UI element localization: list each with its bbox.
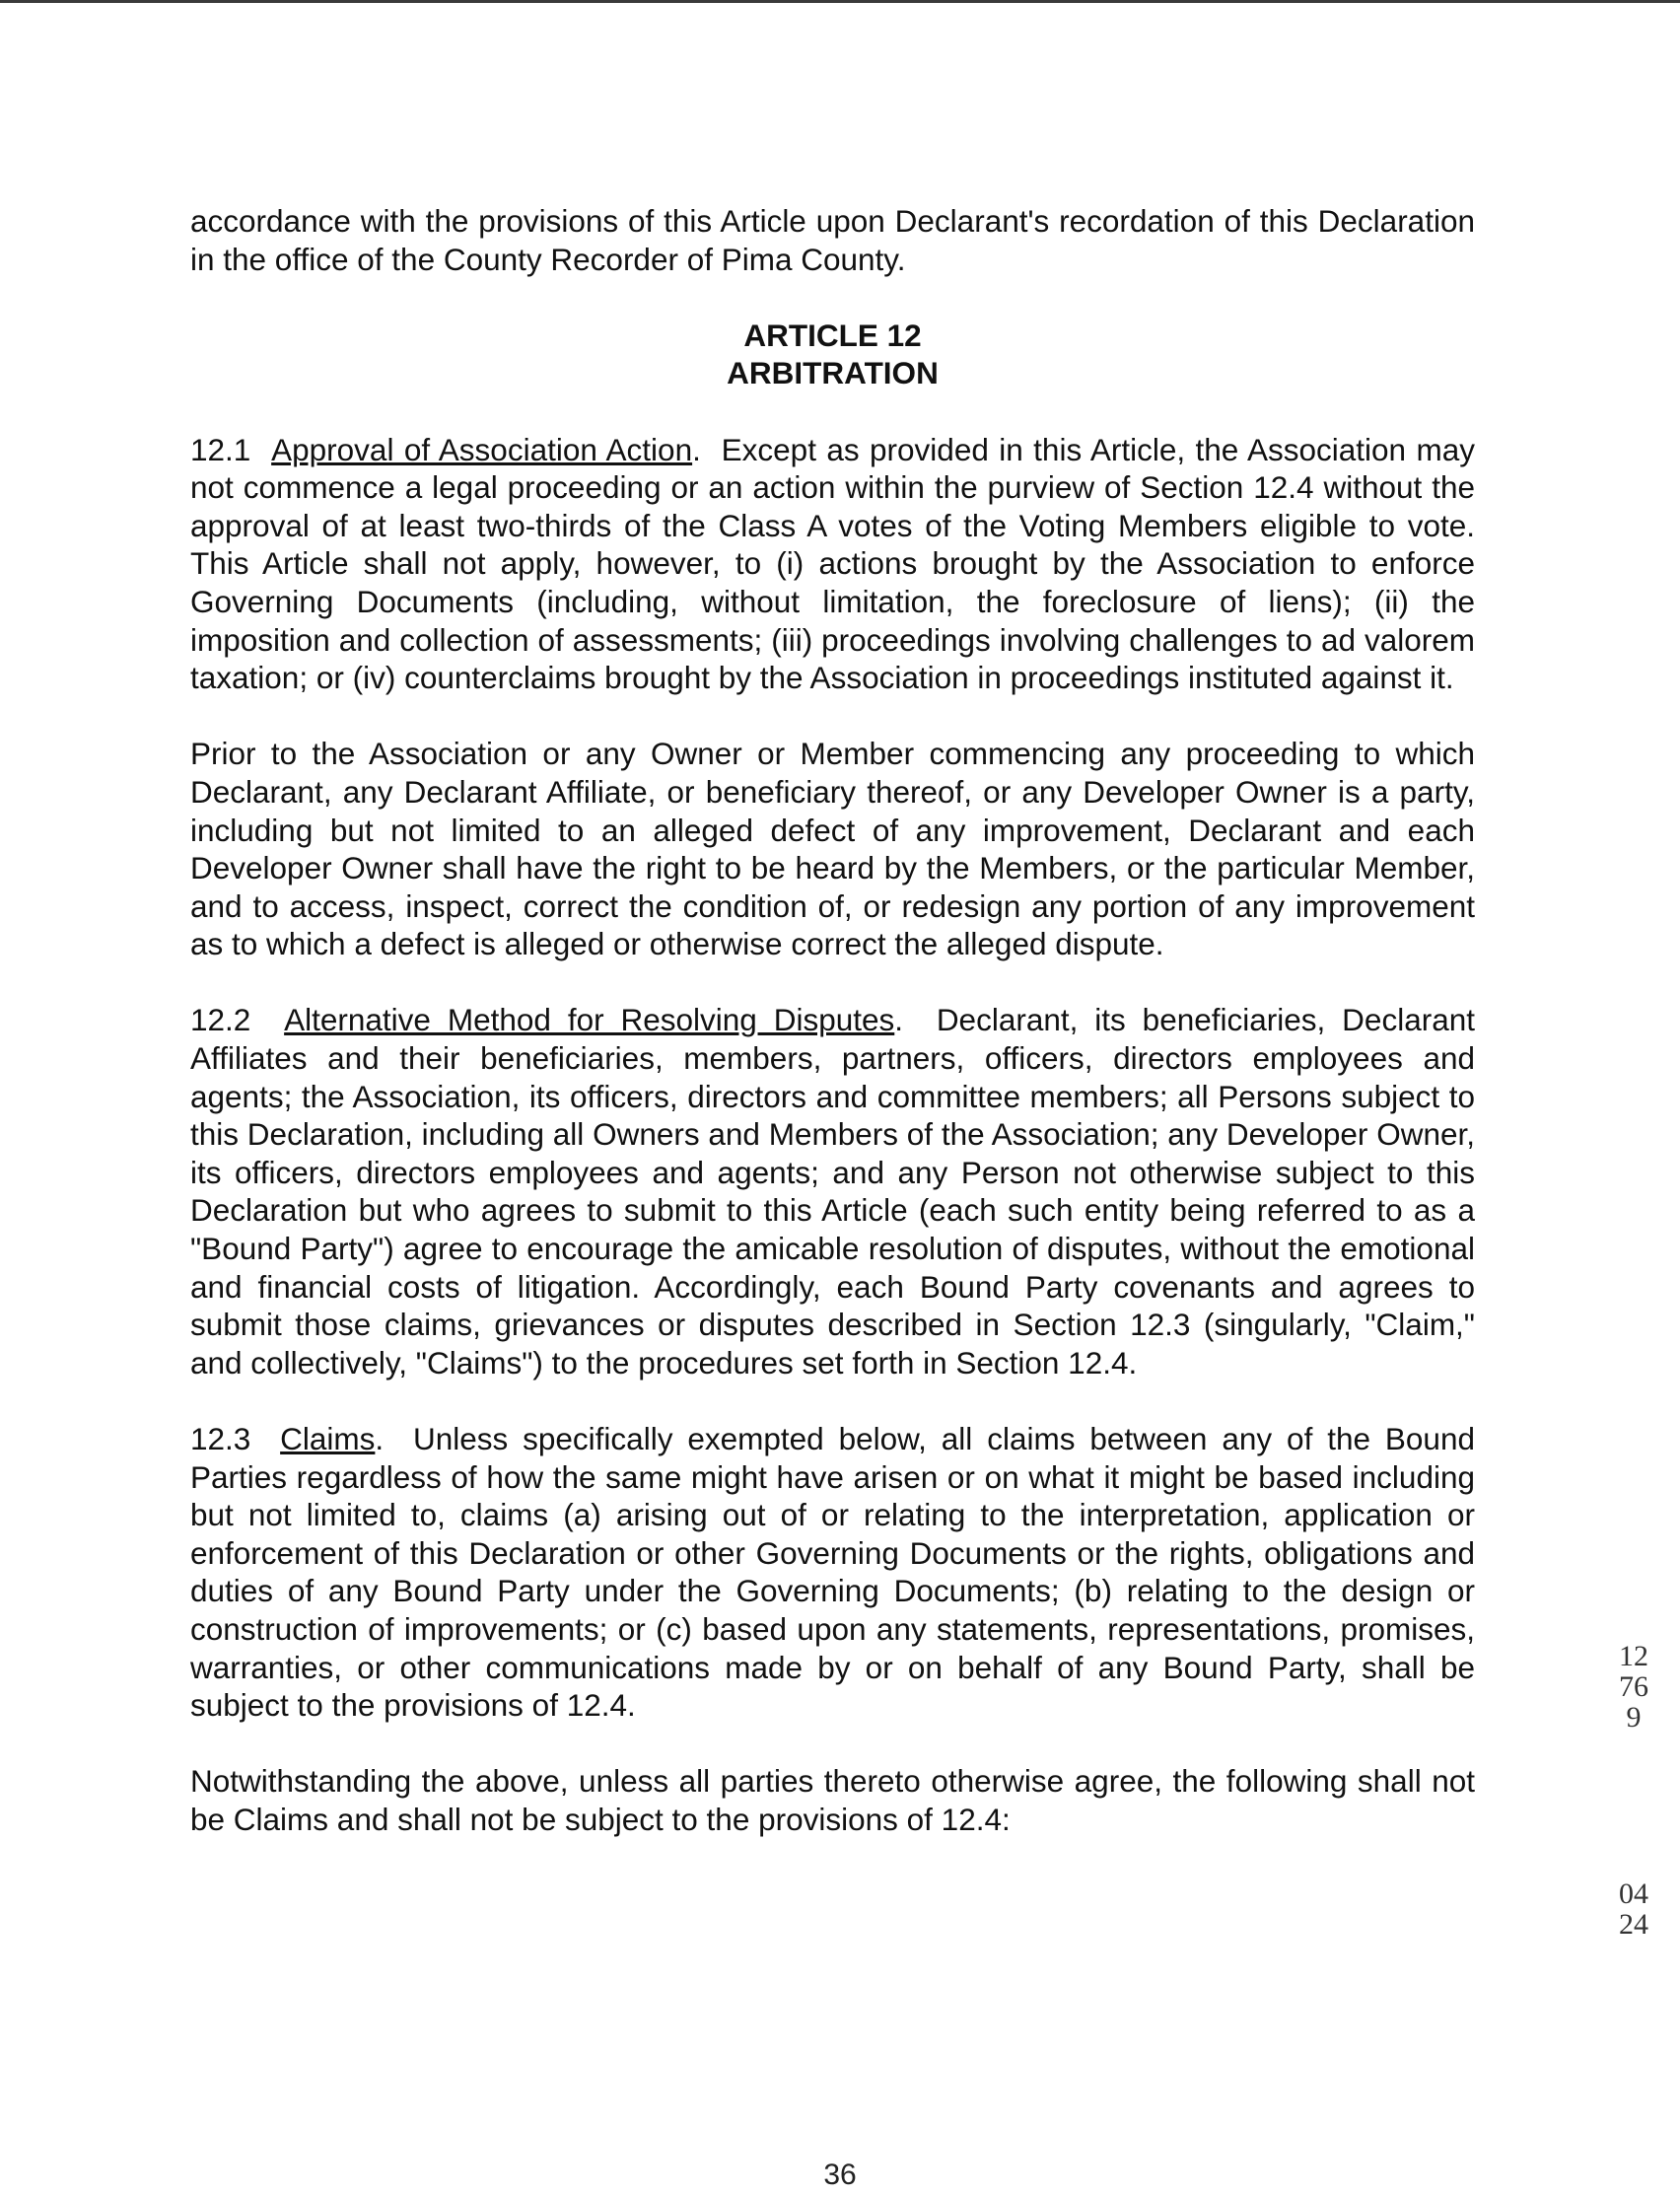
- page-number: 36: [823, 2159, 857, 2191]
- recording-stamp-docket: 12769: [1619, 1640, 1648, 1734]
- recording-stamp: [1619, 1580, 1648, 1970]
- section-body: Except as provided in this Article, the Association may not commence a legal proceeding or an action within the purview of Section 12.4 without the approval of at least two-thirds of the Class A votes of the Voting Members eligible to vote. This Article shall not apply, however, to (i) actions brought by the Association to enforce Governing Documents (including, without limitation, the foreclosure of liens); (ii) the imposition and collection of assessments; (iii) proceedings involving challenges to ad valorem taxation; or (iv) counterclaims brought by the Association in proceedings instituted against it.: [190, 431, 1475, 696]
- section-body: Declarant, its beneficiaries, Declarant Affiliates and their beneficiaries, members, partners, officers, directors employees and agents; the Association, its officers, directors and committee members; all Persons subject to this Declaration, including all Owners and Members of the Association; any Developer Owner, its officers, directors employees and agents; and any Person not otherwise subject to this Declaration but who agrees to submit to this Article (each such entity being referred to as a "Bound Party") agree to encourage the amicable resolution of disputes, without the emotional and financial costs of litigation. Accordingly, each Bound Party covenants and agrees to submit those claims, grievances or disputes described in Section 12.3 (singularly, "Claim," and collectively, "Claims") to the procedures set forth in Section 12.4.: [190, 1002, 1475, 1381]
- recording-stamp-page: 0424: [1619, 1877, 1648, 1941]
- section-title: Approval of Association Action: [271, 431, 693, 467]
- section-body: Unless specifically exempted below, all claims between any of the Bound Parties regardless of how the same might have arisen or on what it might be based including but not limited to, claims (a) arising out of or relating to the interpretation, application or enforcement of this Declaration or other Governing Documents or the rights, obligations and duties of any Bound Party under the Governing Documents; (b) relating to the design or construction of improvements; or (c) based upon any statements, representations, promises, warranties, or other communications made by or on behalf of any Bound Party, shall be subject to the provisions of 12.4.: [190, 1421, 1475, 1724]
- section-12-1: 12.1 Approval of Association Action. Except as provided in this Article, the Association may not commence a legal proceeding or an action within the purview of Section 12.4 without the approval of at least two-thirds of the Class A votes of the Voting Members eligible to vote. This Article shall not apply, however, to (i) actions brought by the Association to enforce Governing Documents (including, without limitation, the foreclosure of liens); (ii) the imposition and collection of assessments; (iii) proceedings involving challenges to ad valorem taxation; or (iv) counterclaims brought by the Association in proceedings instituted against it.: [190, 431, 1475, 696]
- document-page: [190, 202, 1475, 1839]
- section-title: Alternative Method for Resolving Disputes: [284, 1002, 895, 1038]
- recording-stamp-gap: [1619, 1794, 1648, 1817]
- article-heading: [190, 317, 1475, 392]
- intro-paragraph: accordance with the provisions of this Article upon Declarant's recordation of this Declaration in the office of the County Recorder of Pima County.: [190, 203, 1475, 277]
- section-12-3: 12.3 Claims. Unless specifically exempted below, all claims between any of the Bound Parties regardless of how the same might have arisen or on what it might be based including but not limited to, claims (a) arising out of or relating to the interpretation, application or enforcement of this Declaration or other Governing Documents or the rights, obligations and duties of any Bound Party under the Governing Documents; (b) relating to the design or construction of improvements; or (c) based upon any statements, representations, promises, warranties, or other communications made by or on behalf of any Bound Party, shall be subject to the provisions of 12.4.: [190, 1421, 1475, 1724]
- scan-top-edge: [0, 0, 1680, 3]
- article-number: ARTICLE 12: [743, 317, 922, 353]
- section-number: 12.3: [190, 1421, 251, 1456]
- section-title: Claims: [280, 1421, 376, 1456]
- notwithstanding-paragraph: Notwithstanding the above, unless all parties thereto otherwise agree, the following shall not be Claims and shall not be subject to the provisions of 12.4:: [190, 1763, 1475, 1837]
- section-number: 12.1: [190, 431, 251, 467]
- prior-paragraph: Prior to the Association or any Owner or Member commencing any proceeding to which Declarant, any Declarant Affiliate, or beneficiary thereof, or any Developer Owner is a party, including but not limited to an alleged defect of any improvement, Declarant and each Developer Owner shall have the right to be heard by the Members, or the particular Member, and to access, inspect, correct the condition of, or redesign any portion of any improvement as to which a defect is alleged or otherwise correct the alleged dispute.: [190, 736, 1475, 962]
- article-title: ARBITRATION: [727, 355, 939, 391]
- section-12-2: 12.2 Alternative Method for Resolving Disputes. Declarant, its beneficiaries, Declarant Affiliates and their beneficiaries, members, partners, officers, directors employees and agents; the Association, its officers, directors and committee members; all Persons subject to this Declaration, including all Owners and Members of the Association; any Developer Owner, its officers, directors employees and agents; and any Person not otherwise subject to this Declaration but who agrees to submit to this Article (each such entity being referred to as a "Bound Party") agree to encourage the amicable resolution of disputes, without the emotional and financial costs of litigation. Accordingly, each Bound Party covenants and agrees to submit those claims, grievances or disputes described in Section 12.3 (singularly, "Claim," and collectively, "Claims") to the procedures set forth in Section 12.4.: [190, 1002, 1475, 1381]
- section-number: 12.2: [190, 1002, 251, 1038]
